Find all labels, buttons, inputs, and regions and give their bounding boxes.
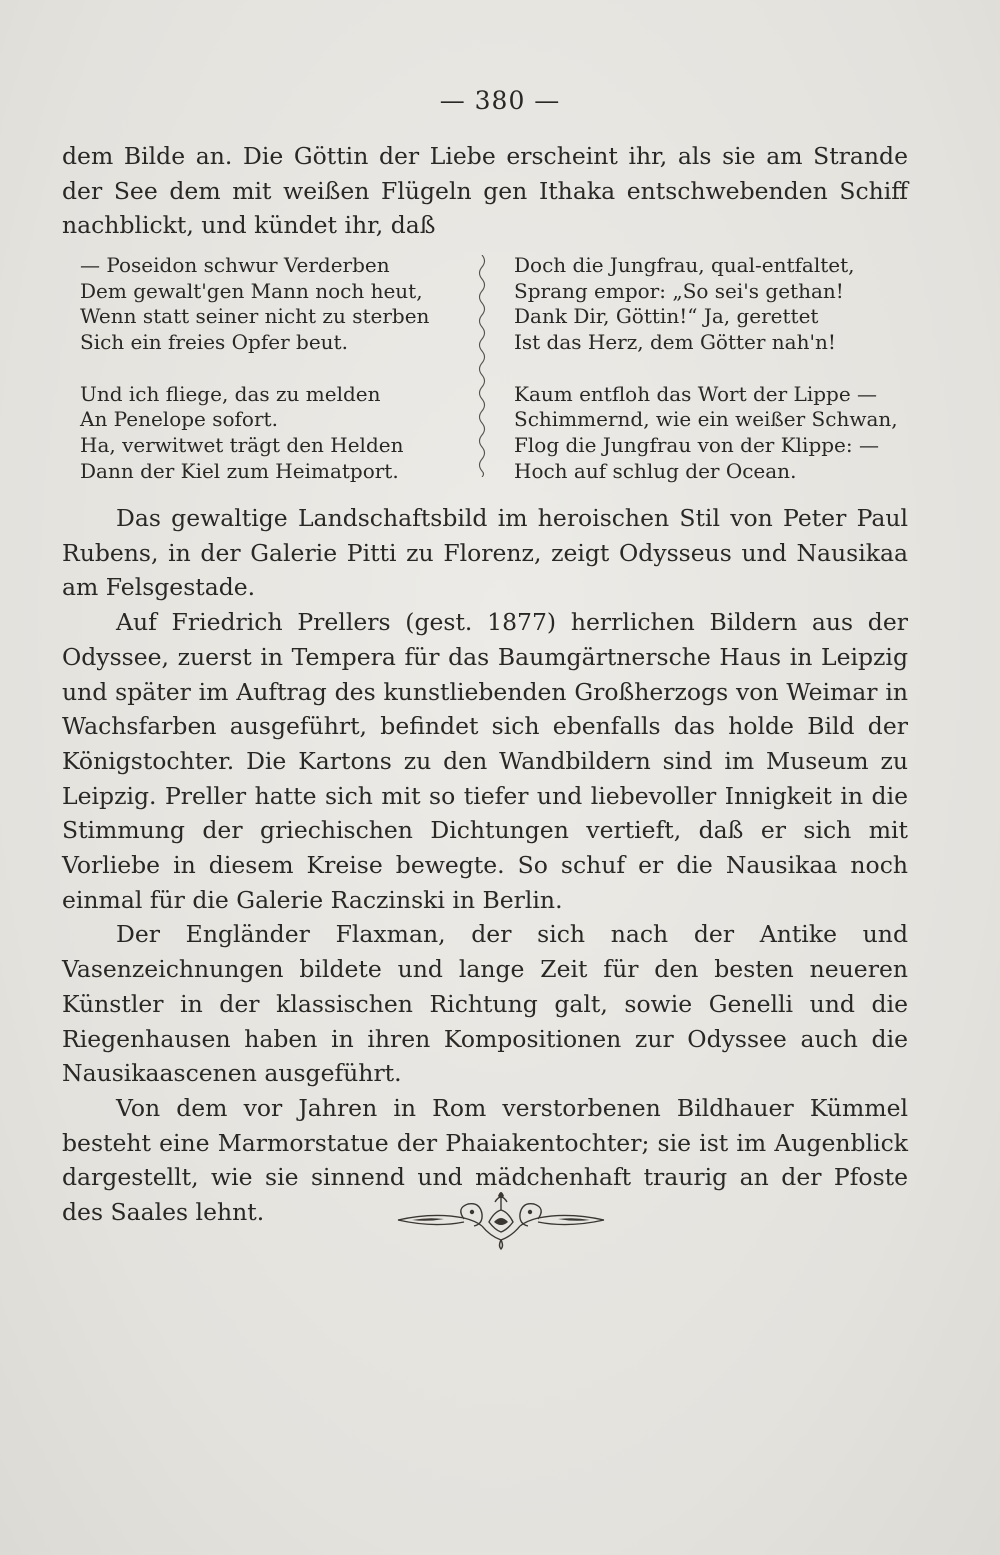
poem-stanza bbox=[80, 382, 470, 485]
poem-line: An Penelope sofort. bbox=[80, 407, 278, 432]
poem-line: — Poseidon schwur Verderben bbox=[80, 253, 390, 277]
poem-line: Kaum entfloh das Wort der Lippe — bbox=[514, 381, 878, 406]
poem-stanza bbox=[80, 253, 470, 356]
poem-line: Doch die Jungfrau, qual-entfaltet, bbox=[514, 253, 855, 277]
intro-text: dem Bilde an. Die Göttin der Liebe erscheint ihr, als sie am Strande der See dem mit weißen Flügeln gen Ithaka entschwebenden Schiff nachblickt, und kündet ihr, daß bbox=[62, 142, 908, 240]
fleuron-ornament-icon bbox=[394, 1188, 608, 1250]
poem-line: Dank Dir, Göttin!“ Ja, gerettet bbox=[514, 304, 819, 329]
poem-line: Dann der Kiel zum Heimatport. bbox=[80, 458, 399, 483]
page-number: — 380 — bbox=[439, 86, 561, 115]
wavy-column-divider bbox=[474, 255, 490, 477]
poem-stanza bbox=[514, 382, 914, 485]
poem-line: Schimmernd, wie ein weißer Schwan, bbox=[514, 407, 898, 432]
poem-line: Dem gewalt'gen Mann noch heut, bbox=[80, 278, 423, 303]
poem-line: Und ich fliege, das zu melden bbox=[80, 381, 381, 406]
paragraph-preller: Auf Friedrich Prellers (gest. 1877) herrlichen Bildern aus der Odyssee, zuerst in Tempera für das Baumgärtnersche Haus in Leipzig und später im Auftrag des kunstliebenden Großherzogs von Weimar in Wachsfarben ausgeführt, befindet sich ebenfalls das holde Bild der Königstochter. Die Kartons zu den Wandbildern sind im Museum zu Leipzig. Preller hatte sich mit so tiefer und liebevoller Innigkeit in die Stimmung der griechischen Dichtungen vertieft, daß er sich mit Vorliebe in diesem Kreise bewegte. So schuf er die Nausikaa noch einmal für die Galerie Raczinski in Berlin. bbox=[62, 608, 908, 914]
poem-line: Wenn statt seiner nicht zu sterben bbox=[80, 304, 430, 329]
intro-paragraph bbox=[62, 139, 908, 243]
poem-stanza bbox=[514, 253, 914, 356]
body-text bbox=[62, 501, 908, 1230]
poem-line: Flog die Jungfrau von der Klippe: — bbox=[514, 432, 879, 457]
poem-line: Ha, verwitwet trägt den Helden bbox=[80, 432, 404, 457]
paragraph-rubens: Das gewaltige Landschaftsbild im heroischen Stil von Peter Paul Rubens, in der Galerie Pitti zu Florenz, zeigt Odysseus und Nausikaa am Felsgestade. bbox=[62, 504, 908, 602]
paragraph-kuemmel: Von dem vor Jahren in Rom verstorbenen Bildhauer Kümmel besteht eine Marmorstatue der Phaiakentochter; sie ist im Augenblick dargestellt, wie sie sinnend und mädchenhaft traurig an der Pfoste des Saales lehnt. bbox=[62, 1093, 908, 1227]
poem-right-column bbox=[514, 253, 914, 510]
poem-line: Sich ein freies Opfer beut. bbox=[80, 330, 348, 355]
paragraph-flaxman: Der Engländer Flaxman, der sich nach der Antike und Vasenzeichnungen bildete und lange Zeit für den besten neueren Künstler in der klassischen Richtung galt, sowie Genelli und die Riegenhausen haben in ihren Kompositionen zur Odyssee auch die Nausikaascenen ausgeführt. bbox=[62, 920, 908, 1088]
poem-left-column bbox=[80, 253, 470, 510]
poem-line: Sprang empor: „So sei's gethan! bbox=[514, 278, 844, 303]
poem-line: Ist das Herz, dem Götter nah'n! bbox=[514, 330, 836, 355]
poem-line: Hoch auf schlug der Ocean. bbox=[514, 458, 797, 483]
